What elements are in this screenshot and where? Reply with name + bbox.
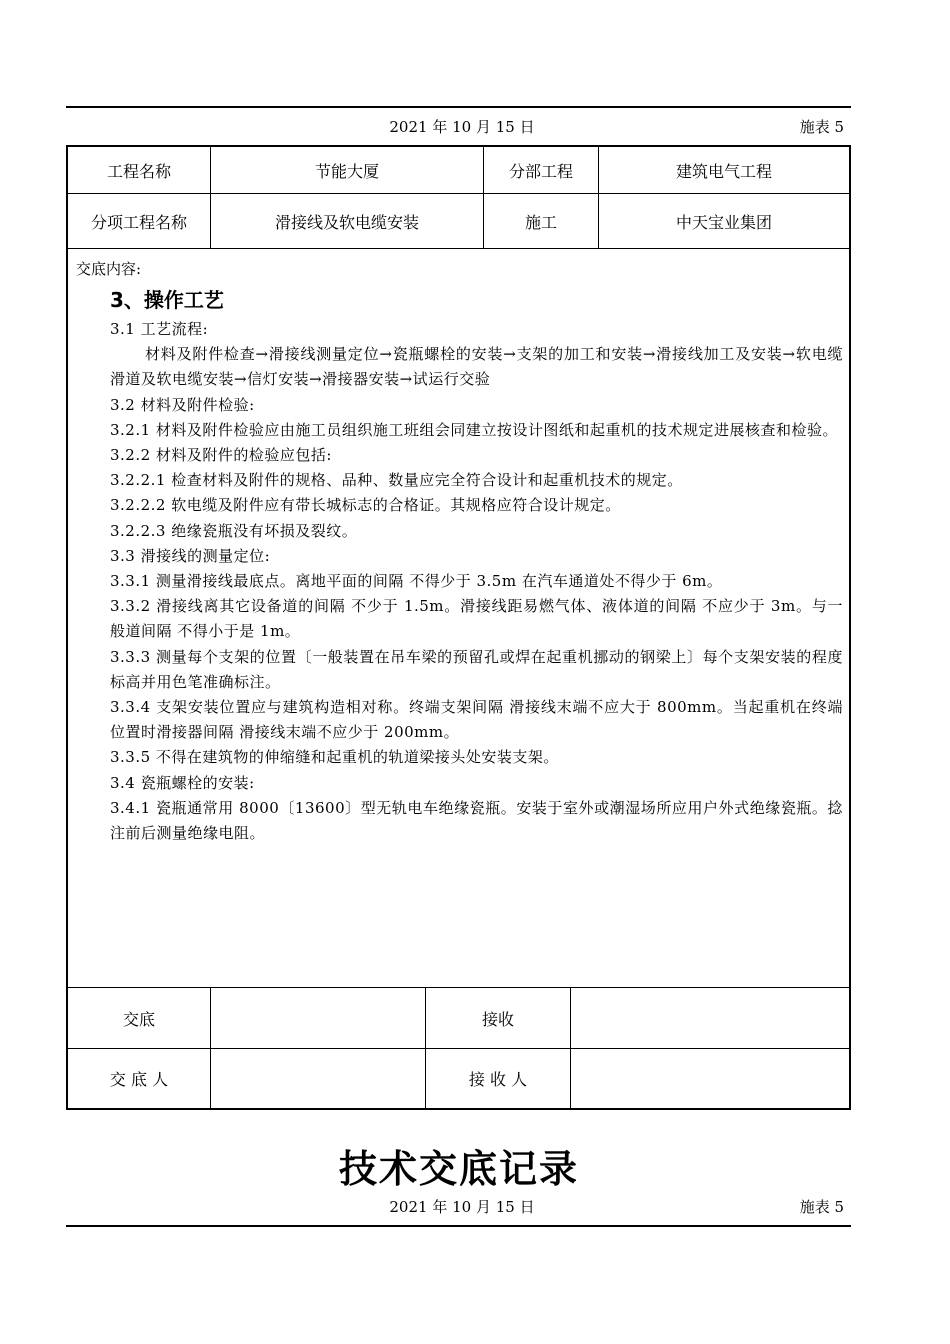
- paragraph: 3.4.1 瓷瓶通常用 8000〔13600〕型无轨电车绝缘瓷瓶。安装于室外或潮湿场所应用户外式绝缘瓷瓶。捻注前后测量绝缘电阻。: [110, 798, 843, 843]
- header-form-number: 施表 5: [799, 118, 844, 136]
- document-title: 技术交底记录: [338, 1147, 579, 1191]
- handover-label: 交底: [122, 1009, 155, 1029]
- footer-form-number: 施表 5: [799, 1198, 844, 1216]
- division-value: 建筑电气工程: [675, 161, 772, 181]
- paragraph: 3.2.1 材料及附件检验应由施工员组织施工班组会同建立按设计图纸和起重机的技术规定进展核查和检验。: [110, 420, 838, 439]
- handover-signature-field[interactable]: [211, 988, 425, 1048]
- paragraph: 3.3.2 滑接线离其它设备道的间隔 不少于 1.5m。滑接线距易燃气体、液体道的间隔 不应少于 3m。与一般道间隔 不得小于是 1m。: [110, 597, 843, 641]
- section-title: 3、操作工艺: [110, 288, 224, 312]
- paragraph: 3.3.5 不得在建筑物的伸缩缝和起重机的轨道梁接头处安装支架。: [110, 748, 559, 767]
- paragraph: 3.4 瓷瓶螺栓的安装:: [110, 773, 255, 792]
- division-label: 分部工程: [508, 161, 573, 181]
- handover-person-label: 交 底 人: [109, 1070, 169, 1089]
- subitem-value: 滑接线及软电缆安装: [274, 212, 419, 232]
- construction-label: 施工: [524, 212, 557, 232]
- content-body: [110, 317, 843, 846]
- paragraph: 3.2 材料及附件检验:: [110, 395, 255, 414]
- paragraph: 3.2.2.1 检查材料及附件的规格、品种、数量应完全符合设计和起重机技术的规定。: [110, 471, 683, 490]
- receive-label: 接收: [481, 1009, 514, 1029]
- header-date: 2021 年 10 月 15 日: [389, 118, 535, 136]
- paragraph: 3.1 工艺流程:: [110, 320, 209, 338]
- paragraph: 3.2.2.2 软电缆及附件应有带长城标志的合格证。其规格应符合设计规定。: [110, 496, 621, 515]
- info-bottom-divider: [66, 248, 851, 249]
- handover-person-field[interactable]: [211, 1049, 425, 1108]
- receive-signature-field[interactable]: [571, 988, 849, 1048]
- project-name-label: 工程名称: [106, 161, 171, 181]
- paragraph: 3.2.2.3 绝缘瓷瓶没有坏损及裂纹。: [110, 521, 358, 540]
- paragraph: 3.3.3 测量每个支架的位置〔一般装置在吊车梁的预留孔或焊在起重机挪动的钢梁上〕每个支架安装的程度标高并用色笔准确标注。: [110, 647, 843, 691]
- paragraph: 材料及附件检查→滑接线测量定位→瓷瓶螺栓的安装→支架的加工和安装→滑接线加工及安装→软电缆滑道及软电缆安装→信灯安装→滑接器安装→试运行交验: [110, 345, 843, 389]
- paragraph: 3.3.4 支架安装位置应与建筑构造相对称。终端支架间隔 滑接线末端不应大于 800mm。当起重机在终端位置时滑接器间隔 滑接线末端不应少于 200mm。: [110, 698, 843, 742]
- project-name-value: 节能大厦: [314, 161, 379, 181]
- bottom-rule: [66, 1225, 851, 1227]
- footer-date: 2021 年 10 月 15 日: [389, 1198, 535, 1216]
- paragraph: 3.3 滑接线的测量定位:: [110, 546, 271, 565]
- subitem-label: 分项工程名称: [90, 212, 187, 232]
- content-label: 交底内容:: [76, 260, 142, 278]
- paragraph: 3.3.1 测量滑接线最底点。离地平面的间隔 不得少于 3.5m 在汽车通道处不得少于 6m。: [110, 572, 723, 591]
- top-rule: [66, 106, 851, 108]
- receive-person-label: 接 收 人: [468, 1070, 528, 1089]
- paragraph: 3.2.2 材料及附件的检验应包括:: [110, 446, 332, 465]
- construction-value: 中天宝业集团: [675, 212, 772, 232]
- receive-person-field[interactable]: [571, 1049, 849, 1108]
